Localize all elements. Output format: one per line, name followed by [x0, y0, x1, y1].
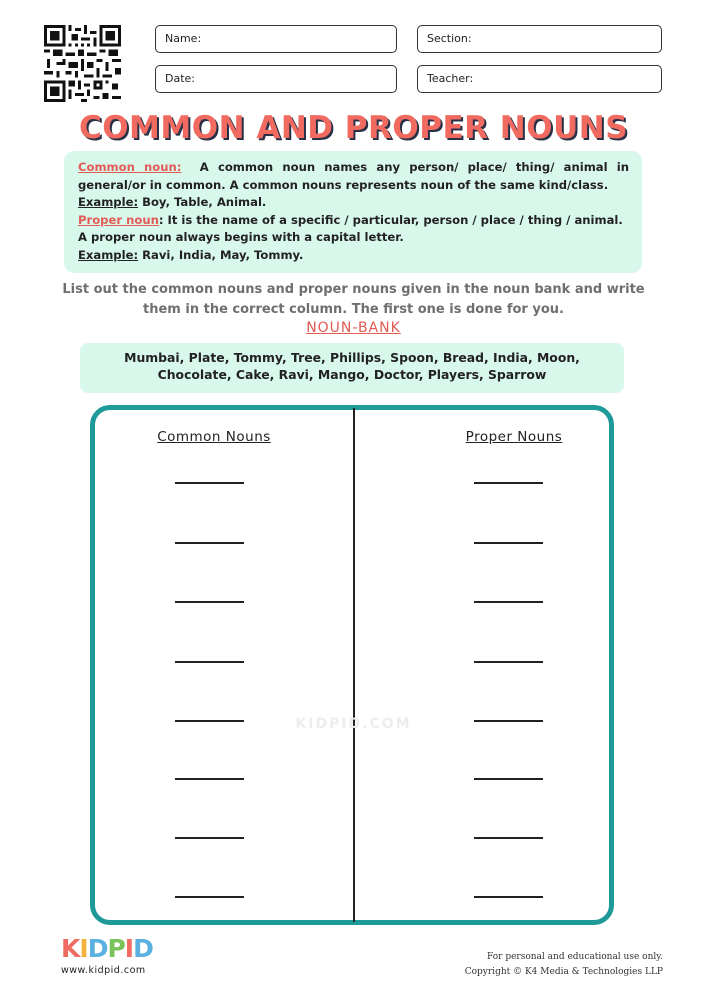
- proper-answer-blank[interactable]: [474, 601, 543, 603]
- proper-noun-definition: [78, 212, 629, 247]
- date-field[interactable]: Date:: [155, 65, 397, 93]
- proper-answer-blank[interactable]: [474, 542, 543, 544]
- proper-answer-blank[interactable]: [474, 482, 543, 484]
- instructions: List out the common nouns and proper nouns given in the noun bank and write them in the correct column. The first one is done for you.: [62, 282, 645, 317]
- proper-nouns-heading: Proper Nouns: [465, 429, 563, 445]
- example-text: Ravi, India, May, Tommy.: [142, 247, 304, 262]
- name-field[interactable]: Name:: [155, 25, 397, 53]
- common-nouns-heading: Common Nouns: [157, 429, 271, 445]
- proper-noun-label: Proper noun: [78, 212, 159, 227]
- common-answer-blank[interactable]: [175, 482, 244, 484]
- example-label: Example:: [78, 195, 139, 209]
- qr-code: [44, 25, 121, 102]
- proper-noun-text: : It is the name of a specific / particular, person / place / thing / animal. A proper noun always begins with a capital letter.: [78, 212, 623, 244]
- noun-bank-line: Mumbai, Plate, Tommy, Tree, Phillips, Spoon, Bread, India, Moon,: [124, 350, 580, 365]
- common-answer-blank[interactable]: [175, 601, 244, 603]
- watermark: KIDPID.COM: [295, 716, 412, 732]
- common-noun-example: [78, 194, 629, 212]
- teacher-field[interactable]: Teacher:: [417, 65, 662, 93]
- definition-box: [64, 151, 642, 273]
- logo-url[interactable]: www.kidpid.com: [61, 965, 146, 976]
- svg-text:KIDPID: KIDPID: [61, 935, 153, 961]
- noun-bank-line: Chocolate, Cake, Ravi, Mango, Doctor, Players, Sparrow: [157, 366, 547, 382]
- common-answer-blank[interactable]: [175, 542, 244, 544]
- footer-line: For personal and educational use only.: [487, 952, 663, 962]
- section-field[interactable]: Section:: [417, 25, 662, 53]
- noun-bank: [80, 343, 624, 393]
- noun-bank-title: NOUN-BANK: [306, 320, 401, 336]
- common-answer-blank[interactable]: [175, 778, 244, 780]
- common-noun-label: Common noun:: [78, 160, 182, 174]
- kidpid-logo[interactable]: [61, 935, 161, 961]
- footer-line: Copyright © K4 Media & Technologies LLP: [464, 967, 663, 977]
- example-label: Example:: [78, 247, 139, 262]
- common-answer-blank[interactable]: [175, 661, 244, 663]
- proper-answer-blank[interactable]: [474, 896, 543, 898]
- common-answer-blank[interactable]: [175, 837, 244, 839]
- common-answer-blank[interactable]: [175, 896, 244, 898]
- proper-answer-blank[interactable]: [474, 778, 543, 780]
- common-noun-definition: [78, 159, 629, 194]
- common-noun-text: A common noun names any person/ place/ thing/ animal in general/or in common. A common nouns represents noun of the same kind/class.: [78, 160, 629, 192]
- column-divider: [353, 408, 355, 922]
- page-title: COMMON AND PROPER NOUNS: [78, 110, 629, 146]
- proper-answer-blank[interactable]: [474, 661, 543, 663]
- footer-copyright: [465, 950, 663, 980]
- example-text: Boy, Table, Animal.: [142, 195, 267, 209]
- proper-noun-example: [78, 247, 629, 265]
- proper-answer-blank[interactable]: [474, 837, 543, 839]
